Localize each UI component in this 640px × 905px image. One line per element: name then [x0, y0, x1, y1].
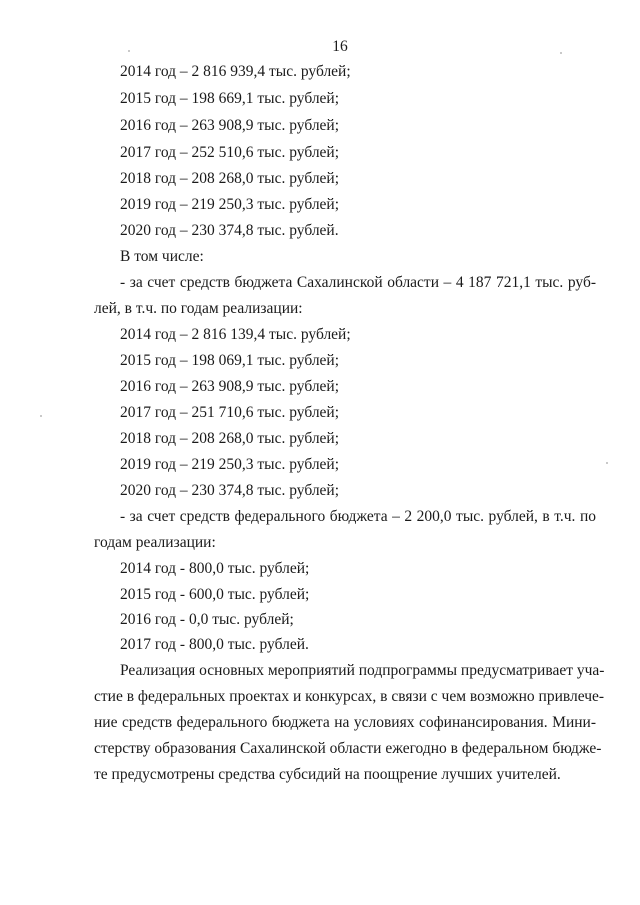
text-line: 2017 год – 251 710,6 тыс. рублей;: [120, 404, 340, 421]
text-line: 2015 год - 600,0 тыс. рублей;: [120, 586, 310, 603]
text-line: ние средств федерального бюджета на условиях софинансирования. Мини-: [94, 714, 596, 731]
text-line: те предусмотрены средства субсидий на поощрение лучших учителей.: [94, 766, 561, 783]
page-number: 16: [332, 38, 348, 55]
text-line: 2017 год - 800,0 тыс. рублей.: [120, 636, 309, 653]
text-line: 2015 год – 198 669,1 тыс. рублей;: [120, 90, 340, 107]
text-line: годам реализации:: [94, 534, 216, 551]
scan-speck: [606, 462, 608, 464]
text-line: 2014 год – 2 816 139,4 тыс. рублей;: [120, 326, 351, 343]
text-line: лей, в т.ч. по годам реализации:: [94, 300, 303, 317]
text-line: 2014 год - 800,0 тыс. рублей;: [120, 560, 310, 577]
text-line: стерству образования Сахалинской области ежегодно в федеральном бюдже-: [94, 740, 602, 757]
text-line: стие в федеральных проектах и конкурсах, в связи с чем возможно привлече-: [94, 688, 605, 705]
text-line: 2019 год – 219 250,3 тыс. рублей;: [120, 456, 340, 473]
scan-speck: [560, 52, 562, 54]
text-line: 2018 год – 208 268,0 тыс. рублей;: [120, 430, 340, 447]
text-line: 2017 год – 252 510,6 тыс. рублей;: [120, 144, 340, 161]
text-line: В том числе:: [120, 248, 204, 265]
text-line: 2018 год – 208 268,0 тыс. рублей;: [120, 170, 340, 187]
text-line: - за счет средств федерального бюджета – 2 200,0 тыс. рублей, в т.ч. по: [120, 508, 596, 525]
text-line: 2020 год – 230 374,8 тыс. рублей;: [120, 482, 340, 499]
text-line: Реализация основных мероприятий подпрограммы предусматривает уча-: [120, 662, 605, 679]
text-line: 2016 год - 0,0 тыс. рублей;: [120, 611, 294, 628]
text-line: 2014 год – 2 816 939,4 тыс. рублей;: [120, 63, 351, 80]
scan-speck: [40, 415, 42, 417]
scan-speck: [128, 50, 130, 52]
text-line: 2015 год – 198 069,1 тыс. рублей;: [120, 352, 340, 369]
text-line: 2016 год – 263 908,9 тыс. рублей;: [120, 378, 340, 395]
text-line: 2016 год – 263 908,9 тыс. рублей;: [120, 117, 340, 134]
text-line: 2020 год – 230 374,8 тыс. рублей.: [120, 222, 339, 239]
text-line: 2019 год – 219 250,3 тыс. рублей;: [120, 196, 340, 213]
text-line: - за счет средств бюджета Сахалинской области – 4 187 721,1 тыс. руб-: [120, 274, 596, 291]
